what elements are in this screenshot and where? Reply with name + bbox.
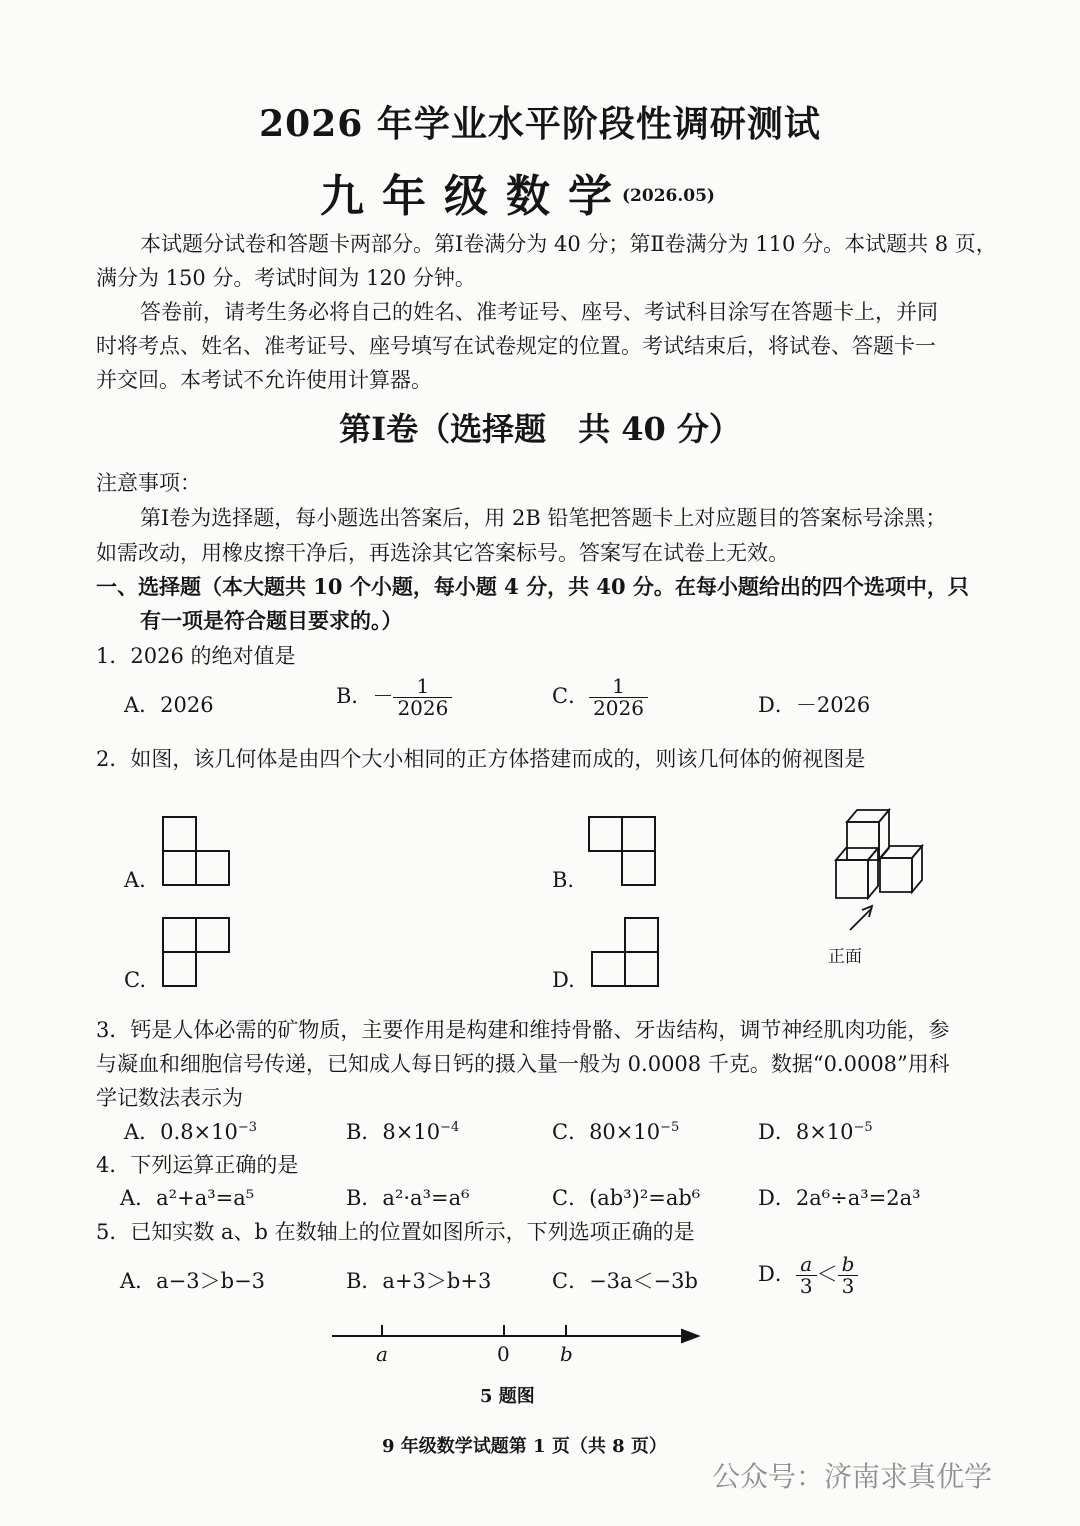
- page-footer: 9 年级数学试题第 1 页（共 8 页）: [382, 1436, 667, 1457]
- q4-option-c: C．(ab³)²=ab⁶: [552, 1186, 701, 1210]
- q1-option-d: D．－2026: [758, 693, 871, 717]
- q4-option-b: B．a²·a³=a⁶: [346, 1186, 470, 1210]
- q1-stem: 1．2026 的绝对值是: [96, 644, 296, 668]
- q2-front-label: 正面: [828, 947, 862, 967]
- q3-a-exponent: −3: [237, 1120, 258, 1135]
- q3-c-base: C．80×10: [552, 1120, 661, 1144]
- q1-option-b-sign: －: [372, 684, 394, 708]
- q4-stem: 4．下列运算正确的是: [96, 1153, 299, 1177]
- q3-a-base: A．0.8×10: [124, 1120, 238, 1144]
- part-heading-1: 一、选择题（本大题共 10 个小题，每小题 4 分，共 40 分。在每小题给出的四个选项中，只: [96, 574, 969, 599]
- q5-d-label: D．: [758, 1262, 796, 1286]
- q1-option-c-label: C．: [552, 684, 590, 708]
- q1-option-b-label: B．: [336, 684, 373, 708]
- q2-stem: 2．如图，该几何体是由四个大小相同的正方体搭建而成的，则该几何体的俯视图是: [96, 747, 866, 771]
- q3-d-exponent: −5: [853, 1120, 873, 1135]
- q5-stem: 5．已知实数 a、b 在数轴上的位置如图所示，下列选项正确的是: [96, 1220, 695, 1244]
- q5-d-num-1: a: [796, 1254, 817, 1276]
- q4-option-d: D．2a⁶÷a³=2a³: [758, 1186, 921, 1210]
- q5-d-den-2: 3: [841, 1274, 855, 1298]
- notes-label: 注意事项：: [96, 471, 201, 495]
- intro-line-3: 答卷前，请考生务必将自己的姓名、准考证号、座号、考试科目涂写在答题卡上，并同: [140, 300, 938, 324]
- q5-option-c: C．−3a＜−3b: [552, 1269, 698, 1293]
- watermark: 公众号：济南求真优学: [712, 1460, 993, 1493]
- q4-option-a: A．a²+a³=a⁵: [120, 1186, 255, 1210]
- q2-option-b-label: B.: [552, 868, 575, 892]
- q3-b-base: B．8×10: [346, 1120, 441, 1144]
- intro-line-5: 并交回。本考试不允许使用计算器。: [96, 368, 432, 392]
- q5-d-operator: ＜: [816, 1262, 838, 1286]
- section-title: 第Ⅰ卷（选择题 共 40 分）: [339, 410, 741, 448]
- exam-title: 2026 年学业水平阶段性调研测试: [259, 103, 821, 145]
- q3-b-exponent: −4: [440, 1120, 460, 1135]
- intro-line-1: 本试题分试卷和答题卡两部分。第Ⅰ卷满分为 40 分；第Ⅱ卷满分为 110 分。本试题共 8 页，: [140, 232, 997, 256]
- notes-line-2: 如需改动，用橡皮擦干净后，再选涂其它答案标号。答案写在试卷上无效。: [96, 541, 789, 565]
- q5-figure-caption: 5 题图: [480, 1386, 535, 1407]
- axis-label-zero: 0: [497, 1342, 510, 1366]
- q3-c-exponent: −5: [660, 1120, 680, 1135]
- q2-option-a-label: A.: [124, 868, 146, 892]
- q3-d-base: D．8×10: [758, 1120, 854, 1144]
- q3-line-2: 与凝血和细胞信号传递，已知成人每日钙的摄入量一般为 0.0008 千克。数据“0.0008”用科: [96, 1052, 950, 1076]
- axis-label-a: a: [376, 1342, 388, 1366]
- subject-title: 九年级数学: [320, 171, 630, 222]
- q1-option-a: A．2026: [124, 693, 214, 717]
- q1-b-denominator: 2026: [397, 696, 449, 720]
- notes-line-1: 第Ⅰ卷为选择题，每小题选出答案后，用 2B 铅笔把答题卡上对应题目的答案标号涂黑；: [140, 506, 947, 530]
- part-heading-2: 有一项是符合题目要求的。）: [140, 608, 403, 633]
- q1-c-denominator: 2026: [593, 696, 644, 720]
- q3-line-1: 3．钙是人体必需的矿物质，主要作用是构建和维持骨骼、牙齿结构，调节神经肌肉功能，参: [96, 1018, 950, 1042]
- q2-option-c-label: C.: [124, 968, 146, 992]
- q5-option-a: A．a−3＞b−3: [120, 1269, 266, 1293]
- q2-option-d-label: D.: [552, 968, 575, 992]
- q1-c-numerator: 1: [589, 676, 648, 698]
- q1-b-numerator: 1: [393, 676, 452, 698]
- q5-option-b: B．a+3＞b+3: [346, 1269, 492, 1293]
- intro-line-2: 满分为 150 分。考试时间为 120 分钟。: [96, 266, 476, 290]
- q5-d-den-1: 3: [799, 1274, 813, 1298]
- axis-label-b: b: [560, 1342, 573, 1366]
- exam-date: (2026.05): [622, 186, 715, 206]
- q3-line-3: 学记数法表示为: [96, 1086, 243, 1110]
- q5-d-num-2: b: [838, 1254, 859, 1276]
- intro-line-4: 时将考点、姓名、准考证号、座号填写在试卷规定的位置。考试结束后，将试卷、答题卡一: [96, 334, 936, 358]
